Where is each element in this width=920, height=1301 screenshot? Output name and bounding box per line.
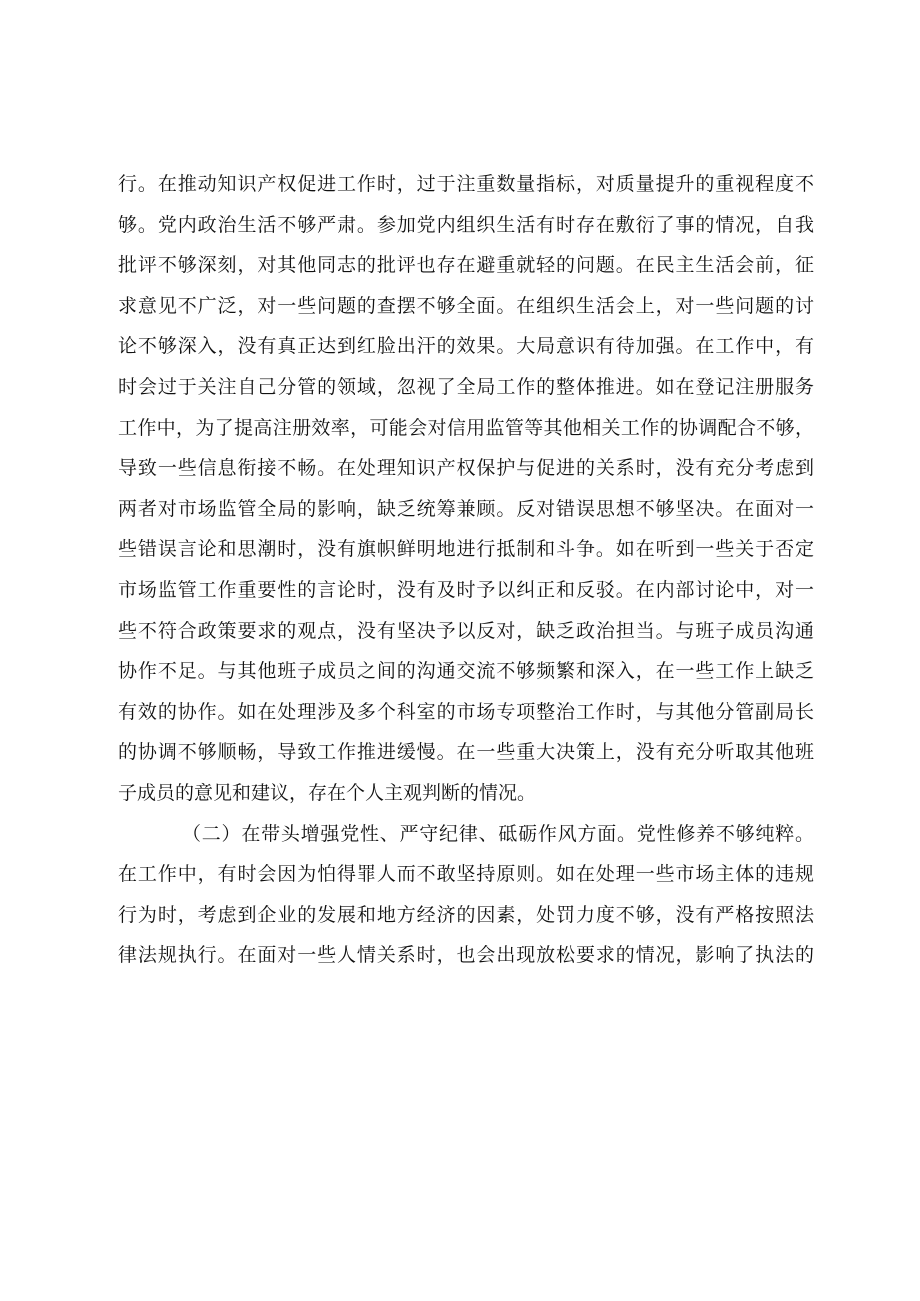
text-line: 行为时，考虑到企业的发展和地方经济的因素，处罚力度不够，没有严格按照法 <box>118 903 814 926</box>
section-heading-line: （二）在带头增强党性、严守纪律、砥砺作风方面。党性修养不够纯粹。 <box>182 822 814 845</box>
text-line: 行。在推动知识产权促进工作时，过于注重数量指标，对质量提升的重视程度不 <box>118 173 814 195</box>
text-line: 够。党内政治生活不够严肃。参加党内组织生活有时存在敷衍了事的情况，自我 <box>118 213 814 236</box>
text-line: 有效的协作。如在处理涉及多个科室的市场专项整治工作时，与其他分管副局长 <box>118 700 814 723</box>
body-text <box>118 164 814 976</box>
text-line: 在工作中，有时会因为怕得罪人而不敢坚持原则。如在处理一些市场主体的违规 <box>118 863 814 886</box>
text-line: 导致一些信息衔接不畅。在处理知识产权保护与促进的关系时，没有充分考虑到 <box>118 457 814 480</box>
text-line: 工作中，为了提高注册效率，可能会对信用监管等其他相关工作的协调配合不够， <box>118 416 814 439</box>
text-line: 协作不足。与其他班子成员之间的沟通交流不够频繁和深入，在一些工作上缺乏 <box>118 660 814 683</box>
text-line: 两者对市场监管全局的影响，缺乏统筹兼顾。反对错误思想不够坚决。在面对一 <box>118 497 814 520</box>
text-line: 律法规执行。在面对一些人情关系时，也会出现放松要求的情况，影响了执法的 <box>118 944 814 967</box>
text-line: 求意见不广泛，对一些问题的查摆不够全面。在组织生活会上，对一些问题的讨 <box>118 294 814 317</box>
text-line: 批评不够深刻，对其他同志的批评也存在避重就轻的问题。在民主生活会前，征 <box>118 254 814 277</box>
text-line: 市场监管工作重要性的言论时，没有及时予以纠正和反驳。在内部讨论中，对一 <box>118 578 814 601</box>
text-line: 的协调不够顺畅，导致工作推进缓慢。在一些重大决策上，没有充分听取其他班 <box>118 741 814 764</box>
text-line: 论不够深入，没有真正达到红脸出汗的效果。大局意识有待加强。在工作中，有 <box>118 335 814 358</box>
paragraph-end-line: 子成员的意见和建议，存在个人主观判断的情况。 <box>118 781 537 804</box>
text-line: 些不符合政策要求的观点，没有坚决予以反对，缺乏政治担当。与班子成员沟通 <box>118 619 814 642</box>
text-line: 些错误言论和思潮时，没有旗帜鲜明地进行抵制和斗争。如在听到一些关于否定 <box>118 538 814 561</box>
text-line: 时会过于关注自己分管的领域，忽视了全局工作的整体推进。如在登记注册服务 <box>118 375 814 398</box>
